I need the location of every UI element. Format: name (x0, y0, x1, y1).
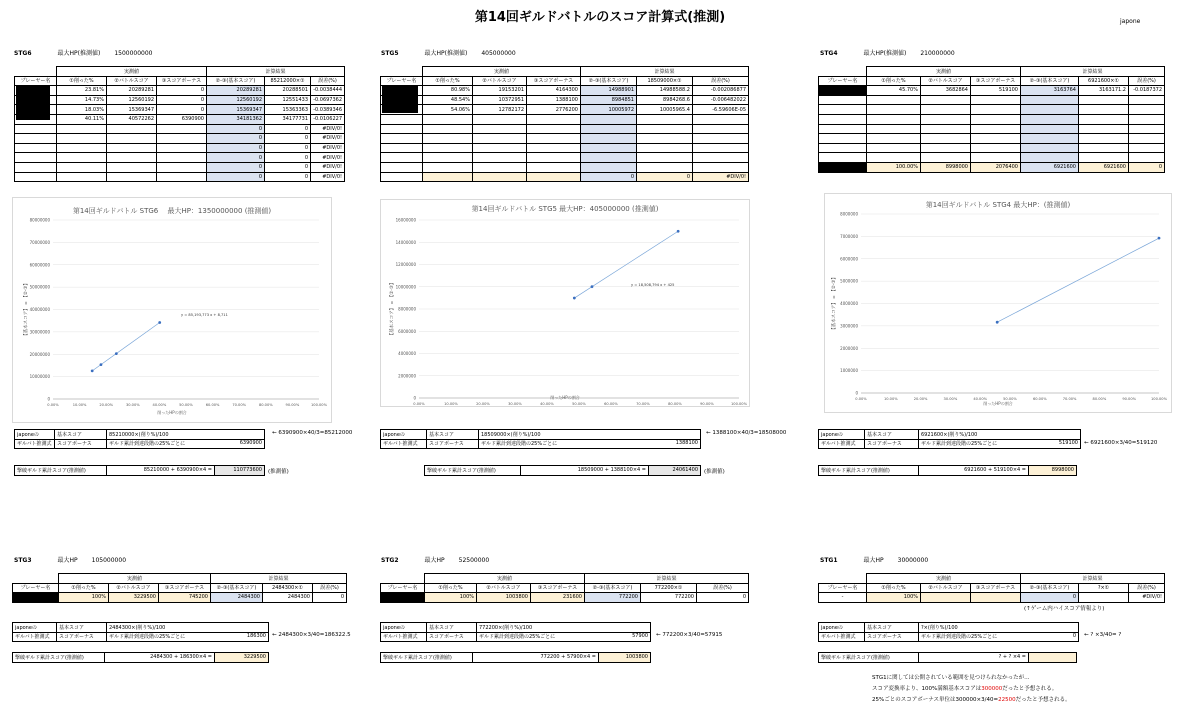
trendline (997, 238, 1159, 322)
stg1-footnote-2: スコア変換率より、100%満額基本スコアは300000だったと予想される。 (872, 686, 1058, 692)
stg2-bonus-note: ← 772200×3/40=57915 (656, 632, 723, 638)
table-row (819, 105, 1165, 115)
data-point (100, 363, 103, 366)
x-tick-label: 60.00% (604, 402, 618, 406)
stage-name: STG1 (820, 557, 838, 564)
table-row (381, 134, 749, 144)
table-row: 80.98% 19153201 4164300 14988901 14988588.2 -0.002086877 (381, 86, 749, 96)
stage-name: STG6 (14, 50, 32, 57)
x-tick-label: 70.00% (636, 402, 650, 406)
stg6-formula-table: japoneの 基本スコア 85210000×(削り%)/100 ギルバト推測式 スコアボーナス ギルド累計到達段階の25%ごとに 6390900 (14, 429, 265, 449)
x-tick-label: 30.00% (125, 403, 140, 407)
hp-value: 1500000000 (114, 50, 153, 57)
y-tick-label: 0 (855, 390, 858, 396)
stg4-total-table: 撃破ギルド累計スコア(推測値) 6921600 + 519100×4 = 8998000 (818, 465, 1077, 476)
data-point (677, 230, 680, 233)
table-row: 0 0 #DIV/0! (15, 162, 345, 172)
stg3-bonus-note: ← 2484300×3/40=186322.5 (272, 632, 351, 638)
table-row: 0 0 #DIV/0! (15, 124, 345, 134)
table-row: 0 0 #DIV/0! (381, 172, 749, 182)
table-row (381, 124, 749, 134)
table-row (819, 143, 1165, 153)
y-tick-label: 10000000 (29, 374, 50, 380)
table-row: 100.00% 8998000 2076400 6921600 6921600 0 (819, 162, 1165, 172)
x-tick-label: 100.00% (731, 402, 747, 406)
y-tick-label: 4000000 (840, 301, 858, 306)
stg1-footnote-3: 25%ごとのスコアボーナス単位は300000×3/40=22500だったと予想される。 (872, 697, 1071, 703)
hp-value: 210000000 (920, 50, 955, 57)
stg6-results-table: 実測値 計算結果 プレーヤー名 ①削った% ②バトルスコア ③スコアボーナス ②-③(基本スコア) 85212000×① 誤差(%) 23.81% 20289281 0 20289281 20288501 -0.0038444 14.73% 12560192 0 12560192 12551433 -0.0697362 18.03% 15369347 0 15369347 15363363 -0.0389346 40.11% 40572262 6390900 34181362 34177731 -0.0106227 0 0 #DIV/0! 0 0 #DIV/0! 0 0 #DIV/0! 0 0 #DIV/0! 0 0 #DIV/0! 0 0 #DIV/0! (14, 66, 345, 182)
table-row: 0 0 #DIV/0! (15, 153, 345, 163)
stg5-chart-svg (381, 200, 749, 406)
stg1-bonus-note: ← ? ×3/40= ? (1084, 632, 1122, 638)
x-tick-label: 10.00% (883, 397, 898, 401)
x-tick-label: 70.00% (232, 403, 247, 407)
stg1-footnote-1: STG1に関しては公開されている範囲を見つけられなかったが… (872, 675, 1030, 681)
y-tick-label: 0 (413, 395, 416, 401)
table-row: 18.03% 15369347 0 15369347 15363363 -0.0389346 (15, 105, 345, 115)
x-tick-label: 90.00% (700, 402, 714, 406)
x-tick-label: 20.00% (913, 397, 928, 401)
x-axis-label: 削ったHPの割合 (983, 401, 1013, 406)
data-point (591, 285, 594, 288)
table-row (381, 114, 749, 124)
x-tick-label: 80.00% (1092, 397, 1107, 401)
y-tick-label: 80000000 (29, 217, 50, 223)
redacted-player-name (16, 86, 50, 120)
hp-label: 最大HP (57, 557, 78, 564)
y-tick-label: 7000000 (840, 233, 858, 239)
x-tick-label: 70.00% (1062, 397, 1077, 401)
table-row (819, 153, 1165, 163)
table-row (819, 95, 1165, 105)
y-tick-label: 70000000 (29, 239, 50, 245)
x-tick-label: 40.00% (973, 397, 988, 401)
data-point (573, 297, 576, 300)
x-tick-label: 90.00% (1122, 397, 1137, 401)
stg5-results-table: 実測値 計算結果 プレーヤー名 ①削った% ②バトルスコア ③スコアボーナス ②-③(基本スコア) 18509000×① 誤差(%) 80.98% 19153201 4164300 14988901 14988588.2 -0.002086877 48.54% 10372951 1388100 8984851 8984268.6 -0.006482022 54.06% 12782172 2776200 10005972 10005965.4 -6.59606E-05 0 0 #DIV/0! (380, 66, 749, 182)
table-row: 14.73% 12560192 0 12560192 12551433 -0.0697362 (15, 95, 345, 105)
stg2-header (381, 555, 489, 564)
stage-name: STG4 (820, 50, 838, 57)
y-tick-label: 3000000 (840, 323, 858, 329)
y-tick-label: 6000000 (398, 328, 416, 334)
stage-name: STG5 (381, 50, 399, 57)
y-tick-label: 16000000 (395, 217, 416, 223)
redacted-player-name (382, 86, 418, 113)
x-tick-label: 60.00% (205, 403, 220, 407)
chart-title: 第14回ギルドバトル STG6 最大HP：1350000000 (推測値) (72, 207, 272, 215)
x-axis-label: 削ったHPの割合 (157, 410, 187, 415)
y-axis-label: 【基本スコア】 = 【②-③】 (24, 281, 29, 338)
data-point (996, 321, 999, 324)
stg6-chart-svg (13, 198, 331, 422)
y-tick-label: 20000000 (29, 351, 50, 357)
stg4-chart (824, 193, 1172, 413)
stg1-header (820, 555, 928, 564)
stg3-header (14, 555, 126, 564)
hp-label: 最大HP (424, 557, 445, 564)
y-tick-label: 10000000 (395, 284, 416, 290)
stg1-total-table: 撃破ギルド累計スコア(推測値) ? + ? ×4 = (818, 652, 1077, 663)
y-tick-label: 50000000 (29, 284, 50, 290)
x-tick-label: 50.00% (572, 402, 586, 406)
stage-name: STG2 (381, 557, 399, 564)
estimate-note: (推測値) (704, 469, 725, 475)
x-tick-label: 100.00% (311, 403, 327, 407)
table-row: 54.06% 12782172 2776200 10005972 10005965.4 -6.59606E-05 (381, 105, 749, 115)
hp-label: 最大HP (863, 557, 884, 564)
trendline-equation: y = 85,193,773 x + 8,711 (181, 313, 228, 317)
y-tick-label: 8000000 (840, 211, 858, 217)
hp-value: 105000000 (91, 557, 127, 564)
y-tick-label: 60000000 (29, 262, 50, 268)
hp-value: 30000000 (897, 557, 929, 564)
stg4-header (820, 48, 955, 57)
hp-value: 52500000 (458, 557, 490, 564)
table-row (381, 143, 749, 153)
x-tick-label: 90.00% (285, 403, 300, 407)
x-tick-label: 40.00% (152, 403, 167, 407)
stg5-header (381, 48, 516, 57)
x-tick-label: 30.00% (943, 397, 958, 401)
x-tick-label: 20.00% (99, 403, 114, 407)
table-row (819, 114, 1165, 124)
table-row: 0 0 #DIV/0! (15, 172, 345, 182)
hp-value: 405000000 (481, 50, 516, 57)
x-tick-label: 0.00% (855, 397, 867, 401)
stg5-bonus-note: ← 1388100×40/3=18508000 (706, 430, 787, 436)
data-point (91, 369, 94, 372)
table-row (819, 124, 1165, 134)
y-tick-label: 8000000 (398, 306, 416, 312)
stage-name: STG3 (14, 557, 32, 564)
x-tick-label: 50.00% (179, 403, 193, 407)
stg5-total-table: 撃破ギルド累計スコア(推測値) 18509000 + 1388100×4 = 24061400 (424, 465, 701, 476)
stg3-formula-table: japoneの 基本スコア 2484300×(削り%)/100 ギルバト推測式 スコアボーナス ギルド累計到達段階の25%ごとに 186300 (12, 622, 269, 642)
x-tick-label: 50.00% (1003, 397, 1017, 401)
table-row: 23.81% 20289281 0 20289281 20288501 -0.0038444 (15, 86, 345, 96)
y-tick-label: 30000000 (29, 329, 50, 335)
stg2-formula-table: japoneの 基本スコア 772200×(削り%)/100 ギルバト推測式 スコアボーナス ギルド累計到達段階の25%ごとに 57900 (380, 622, 651, 642)
hp-label: 最大HP(推測値) (863, 50, 907, 57)
chart-title: 第14回ギルドバトル STG5 最大HP：405000000 (推測値) (471, 205, 659, 213)
y-tick-label: 14000000 (395, 239, 416, 245)
x-tick-label: 0.00% (413, 402, 425, 406)
author-name: japone (1120, 18, 1141, 25)
x-tick-label: 60.00% (1032, 397, 1047, 401)
data-point (115, 352, 118, 355)
table-row (819, 134, 1165, 144)
y-tick-label: 0 (47, 396, 50, 402)
x-tick-label: 10.00% (444, 402, 458, 406)
stg1-results-table: 実測値 計算結果 プレーヤー名 ①削った% ②バトルスコア ③スコアボーナス ②-③(基本スコア) ?×① 誤差(%) - 100% 0 #DIV/0! (818, 573, 1165, 603)
table-row: 0 0 #DIV/0! (15, 134, 345, 144)
x-tick-label: 80.00% (258, 403, 273, 407)
y-tick-label: 5000000 (840, 278, 858, 284)
stg2-total-table: 撃破ギルド累計スコア(推測値) 772200 + 57900×4 = 1003800 (380, 652, 651, 663)
x-tick-label: 80.00% (668, 402, 682, 406)
x-tick-label: 10.00% (72, 403, 87, 407)
stg6-total-table: 撃破ギルド累計スコア(推測値) 85210000 + 6390900×4 = 110773600 (14, 465, 265, 476)
y-tick-label: 40000000 (29, 307, 50, 312)
table-row: 45.70% 3682864 519100 3163764 3163171.2 -0.0187372 (819, 86, 1165, 96)
stg5-formula-table: japoneの 基本スコア 18509000×(削り%)/100 ギルバト推測式 スコアボーナス ギルド累計到達段階の25%ごとに 1388100 (380, 429, 701, 449)
stg4-bonus-note: ← 6921600×3/40=519120 (1084, 440, 1158, 446)
x-tick-label: 0.00% (47, 403, 59, 407)
x-tick-label: 30.00% (508, 402, 522, 406)
y-tick-label: 2000000 (840, 345, 858, 351)
y-tick-label: 2000000 (398, 373, 416, 379)
y-axis-label: 【基本スコア】 = 【②-③】 (390, 280, 395, 338)
stg1-side-note: (↑ゲーム内ハイスコア情報より) (1024, 606, 1105, 612)
y-tick-label: 4000000 (398, 351, 416, 356)
data-point (158, 321, 161, 324)
data-point (1158, 237, 1161, 240)
table-row (381, 162, 749, 172)
hp-label: 最大HP(推測値) (57, 50, 101, 57)
stg3-results-table: 実測値 計算結果 プレーヤー名 ①削った% ②バトルスコア ③スコアボーナス ②-③(基本スコア) 2484300×① 誤差(%) 100% 3229500 745200 2484300 2484300 0 (12, 573, 347, 603)
hp-label: 最大HP(推測値) (424, 50, 468, 57)
stg3-total-table: 撃破ギルド累計スコア(推測値) 2484300 + 186300×4 = 3229500 (12, 652, 269, 663)
trendline-equation: y = 18,508,794 x + 425 (631, 283, 675, 287)
x-tick-label: 40.00% (540, 402, 554, 406)
stg4-results-table: 実測値 計算結果 プレーヤー名 ①削った% ②バトルスコア ③スコアボーナス ②-③(基本スコア) 6921600×① 誤差(%) 45.70% 3682864 519100 3163764 3163171.2 -0.0187372 100.00% 8998000 2076400 6921600 6921600 0 (818, 66, 1165, 173)
stg6-header (14, 48, 153, 57)
table-row (381, 153, 749, 163)
table-row: 40.11% 40572262 6390900 34181362 34177731 -0.0106227 (15, 114, 345, 124)
stg4-chart-svg (825, 194, 1171, 412)
y-axis-label: 【基本スコア】 = 【②-③】 (832, 275, 837, 332)
stg6-bonus-note: ← 6390900×40/3=85212000 (272, 430, 353, 436)
y-tick-label: 6000000 (840, 256, 858, 262)
page-title: 第14回ギルドバトルのスコア計算式(推測) (474, 10, 726, 25)
stg4-formula-table: japoneの 基本スコア 6921600×(削り%)/100 ギルバト推測式 スコアボーナス ギルド累計到達段階の25%ごとに 519100 (818, 429, 1081, 449)
x-tick-label: 100.00% (1151, 397, 1167, 401)
trendline (92, 323, 160, 371)
stg2-results-table: 実測値 計算結果 プレーヤー名 ①削った% ②バトルスコア ③スコアボーナス ②-③(基本スコア) 772200×① 誤差(%) 100% 1003800 231600 772200 772200 0 (380, 573, 749, 603)
stg6-chart (12, 197, 332, 423)
stg1-formula-table: japoneの 基本スコア ?×(削り%)/100 ギルバト推測式 スコアボーナス ギルド累計到達段階の25%ごとに 0 (818, 622, 1079, 642)
estimate-note: (推測値) (268, 469, 289, 475)
y-tick-label: 1000000 (840, 368, 858, 374)
table-row: 0 0 #DIV/0! (15, 143, 345, 153)
x-axis-label: 削ったHPの割合 (550, 395, 580, 400)
stg5-chart (380, 199, 750, 407)
table-row: 48.54% 10372951 1388100 8984851 8984268.6 -0.006482022 (381, 95, 749, 105)
chart-title: 第14回ギルドバトル STG4 最大HP：(推測値) (925, 201, 1071, 209)
y-tick-label: 12000000 (395, 262, 416, 267)
x-tick-label: 20.00% (476, 402, 490, 406)
